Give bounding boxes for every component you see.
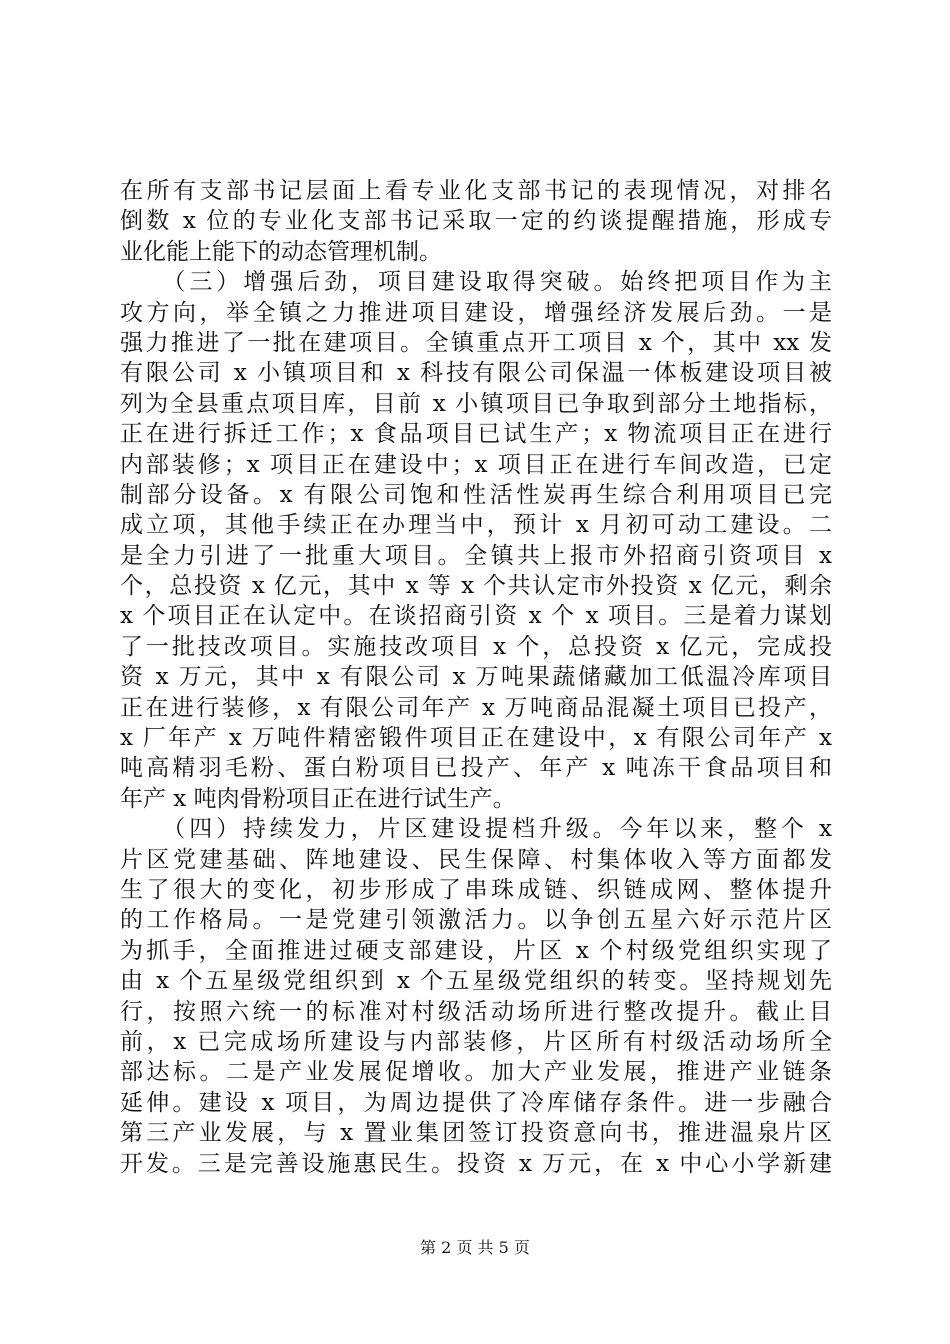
text-line: 年产 x 吨肉骨粉项目正在进行试生产。 [120,785,516,812]
text-line: 延伸。建设 x 项目，为周边提供了冷库储存条件。进一步融合 [120,1089,832,1116]
text-line: 倒数 x 位的专业化支部书记采取一定的约谈提醒措施，形成专 [120,208,832,235]
text-line: （四）持续发力，片区建设提档升级。今年以来，整个 x [120,816,832,843]
text-line: 内部装修；x 项目正在建设中；x 项目正在进行车间改造，已定 [120,451,832,478]
text-line: 前，x 已完成场所建设与内部装修，片区所有村级活动场所全 [120,1028,832,1055]
text-line: 了一批技改项目。实施技改项目 x 个，总投资 x 亿元，完成投 [120,633,832,660]
text-line: 部达标。二是产业发展促增收。加大产业发展，推进产业链条 [120,1059,832,1086]
text-line: 个，总投资 x 亿元，其中 x 等 x 个共认定市外投资 x 亿元，剩余 [120,573,832,600]
text-line: （三）增强后劲，项目建设取得突破。始终把项目作为主 [120,269,832,296]
text-line: 制部分设备。x 有限公司饱和性活性炭再生综合利用项目已完 [120,481,832,508]
text-line: 在所有支部书记层面上看专业化支部书记的表现情况，对排名 [120,178,832,204]
text-line: x 厂年产 x 万吨件精密锻件项目正在建设中，x 有限公司年产 x [120,725,832,752]
text-line: 吨高精羽毛粉、蛋白粉项目已投产、年产 x 吨冻干食品项目和 [120,755,832,782]
text-line: 成立项，其他手续正在办理当中，预计 x 月初可动工建设。二 [120,512,832,539]
text-line: 有限公司 x 小镇项目和 x 科技有限公司保温一体板建设项目被 [120,360,832,387]
text-line: 正在进行拆迁工作；x 食品项目已试生产；x 物流项目正在进行 [120,421,832,448]
text-line: 正在进行装修，x 有限公司年产 x 万吨商品混凝土项目已投产， [120,694,832,721]
page-number-footer: 第 2 页 共 5 页 [420,1238,530,1257]
text-line: 资 x 万元，其中 x 有限公司 x 万吨果蔬储藏加工低温冷库项目 [120,664,832,691]
text-line: 第三产业发展，与 x 置业集团签订投资意向书，推进温泉片区 [120,1120,832,1147]
text-line: 业化能上能下的动态管理机制。 [120,238,442,265]
text-line: x 个项目正在认定中。在谈招商引资 x 个 x 项目。三是着力谋划 [120,603,832,630]
text-line: 开发。三是完善设施惠民生。投资 x 万元，在 x 中心小学新建 [120,1150,832,1177]
text-line: 是全力引进了一批重大项目。全镇共上报市外招商引资项目 x [120,542,832,569]
text-line: 强力推进了一批在建项目。全镇重点开工项目 x 个，其中 xx 发 [120,329,832,356]
document-body [120,176,832,1179]
text-line: 为抓手，全面推进过硬支部建设，片区 x 个村级党组织实现了 [120,937,832,964]
text-line: 生了很大的变化，初步形成了串珠成链、织链成网、整体提升 [120,876,832,903]
text-line: 片区党建基础、阵地建设、民生保障、村集体收入等方面都发 [120,846,832,873]
text-line: 行，按照六统一的标准对村级活动场所进行整改提升。截止目 [120,998,832,1025]
text-line: 列为全县重点项目库，目前 x 小镇项目已争取到部分土地指标， [120,390,832,417]
text-line: 攻方向，举全镇之力推进项目建设，增强经济发展后劲。一是 [120,299,832,326]
text-line: 由 x 个五星级党组织到 x 个五星级党组织的转变。坚持规划先 [120,968,832,995]
text-line: 的工作格局。一是党建引领激活力。以争创五星六好示范片区 [120,907,832,934]
